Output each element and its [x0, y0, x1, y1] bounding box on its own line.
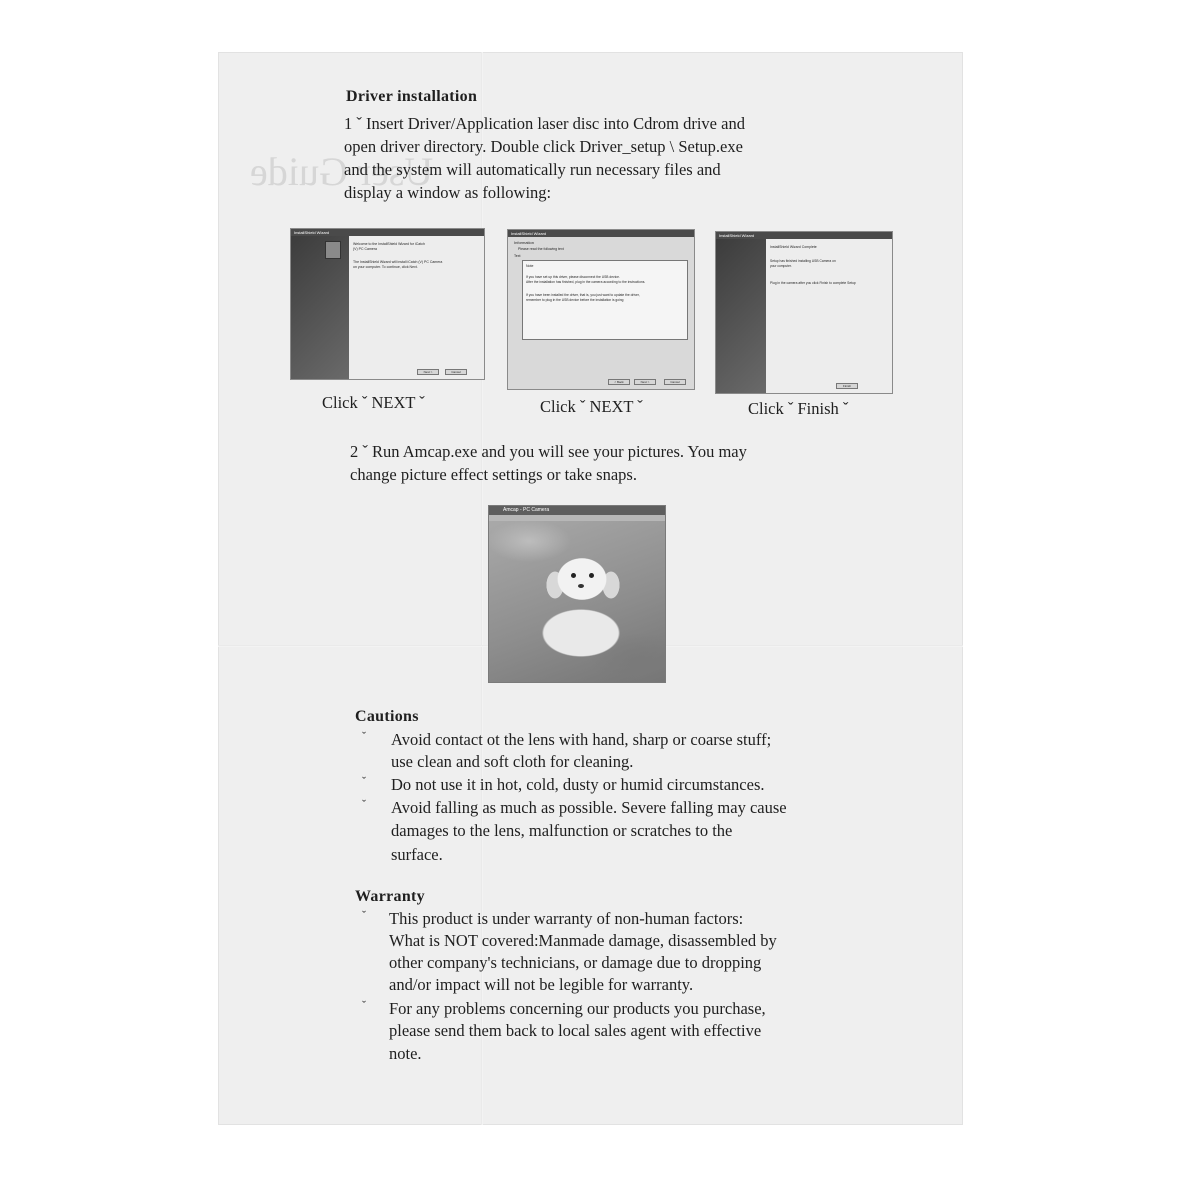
step2-line-2: change picture effect settings or take snaps.: [350, 465, 637, 484]
wizard-side-panel: [716, 239, 766, 393]
caption-next-2: Click ˇ NEXT ˇ: [540, 397, 643, 416]
step1-line-3: and the system will automatically run necessary files and: [344, 160, 721, 179]
warranty-1-line-4: and/or impact will not be legible for warranty.: [389, 975, 694, 994]
warranty-heading: Warranty: [355, 888, 425, 905]
warranty-1-line-1: This product is under warranty of non-human factors:: [389, 909, 744, 928]
wizard-complete-screenshot: [715, 231, 893, 394]
caution-bullet-2: ˇ: [362, 774, 366, 788]
caution-3-line-2: damages to the lens, malfunction or scratches to the: [391, 821, 733, 840]
wizard-cancel-button[interactable]: Cancel: [445, 369, 467, 375]
amcap-preview-screenshot: [488, 505, 666, 683]
warranty-bullet-1: ˇ: [362, 908, 366, 922]
wizard-content: Welcome to the InstallShield Wizard for iCatch (V) PC Camera The InstallShield Wizard will install iCatch (V) PC Camera on your computer. To continue, click Next. Next > Cancel: [349, 236, 484, 379]
caption-finish: Click ˇ Finish ˇ: [748, 399, 849, 418]
step1-line-2: open driver directory. Double click Driver_setup \ Setup.exe: [344, 137, 743, 156]
caution-bullet-1: ˇ: [362, 729, 366, 743]
step1-line-4: display a window as following:: [344, 183, 552, 202]
puppy-nose: [578, 584, 584, 588]
wizard-back-button[interactable]: < Back: [608, 379, 630, 385]
driver-installation-heading: Driver installation: [346, 88, 478, 105]
step1-line-1: 1 ˇ Insert Driver/Application laser disc into Cdrom drive and: [344, 114, 745, 133]
installer-box-icon: [325, 241, 341, 259]
wizard-title-bar: InstallShield Wizard: [508, 230, 694, 237]
puppy-eye-left: [571, 573, 576, 578]
warranty-2-line-3: note.: [389, 1044, 422, 1063]
puppy-photo: [489, 521, 666, 683]
caution-3-line-3: surface.: [391, 845, 443, 864]
wizard-finish-button[interactable]: Finish: [836, 383, 858, 389]
wizard-title-bar: InstallShield Wizard: [716, 232, 892, 239]
caution-2-line-1: Do not use it in hot, cold, dusty or humid circumstances.: [391, 775, 765, 794]
puppy-eye-right: [589, 573, 594, 578]
notes-textbox[interactable]: Note If you have set up this driver, please disconnect the USB device. After the installation has finished, plug in the camera according to the instructions. If you have been installed the driver, that is, you just want to update the driver, remember to plug in the USB device before the installation is going: [522, 260, 688, 340]
caution-bullet-3: ˇ: [362, 797, 366, 811]
caution-3-line-1: Avoid falling as much as possible. Severe falling may cause: [391, 798, 787, 817]
wizard-cancel-button[interactable]: Cancel: [664, 379, 686, 385]
caution-1-line-2: use clean and soft cloth for cleaning.: [391, 752, 634, 771]
step2-line-1: 2 ˇ Run Amcap.exe and you will see your pictures. You may: [350, 442, 747, 461]
wizard-welcome-screenshot: [290, 228, 485, 380]
warranty-2-line-1: For any problems concerning our products you purchase,: [389, 999, 766, 1018]
warranty-1-line-2: What is NOT covered:Manmade damage, disassembled by: [389, 931, 777, 950]
show-through-title: User Guide: [250, 149, 434, 194]
wizard-title-bar: InstallShield Wizard: [291, 229, 484, 236]
wizard-next-button[interactable]: Next >: [634, 379, 656, 385]
warranty-1-line-3: other company's technicians, or damage due to dropping: [389, 953, 762, 972]
warranty-2-line-2: please send them back to local sales agent with effective: [389, 1021, 762, 1040]
wizard-next-button[interactable]: Next >: [417, 369, 439, 375]
cautions-heading: Cautions: [355, 708, 419, 725]
caption-next-1: Click ˇ NEXT ˇ: [322, 393, 425, 412]
caution-1-line-1: Avoid contact ot the lens with hand, sharp or coarse stuff;: [391, 730, 772, 749]
warranty-bullet-2: ˇ: [362, 998, 366, 1012]
wizard-information-screenshot: InstallShield Wizard Information Please read the following text Text Note If you have set up this driver, please disconnect the USB device. After the installation has finished, plug in the camera according to the instructions. If you have been installed the driver, that is, you just want to update the driver, remember to plug in the USB device before the installation is going < Back Next > Cancel: [507, 229, 695, 390]
amcap-title-bar: Amcap - PC Camera: [489, 506, 665, 515]
wizard-content: InstallShield Wizard Complete Setup has finished installing USB Camera on your computer. Plug in the camera after you click Finish to complete Setup Finish: [766, 239, 892, 393]
